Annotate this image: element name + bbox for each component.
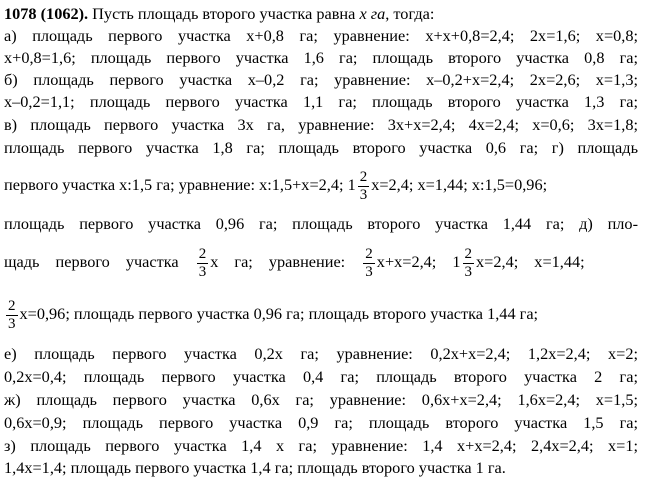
solution-d-text-after: x=0,96; площадь первого участка 0,96 га; площадь второго участка 1,44 га;	[19, 304, 539, 323]
solution-zh-line-2: 0,6x=0,9; площадь первого участка 0,9 га; площадь второго участка 1,5 га;	[4, 413, 638, 432]
fraction-numerator: 2	[464, 245, 473, 262]
fraction-numerator: 2	[359, 168, 368, 185]
solution-d-line-2	[4, 289, 638, 339]
fraction-denominator: 3	[365, 263, 373, 280]
heading-tail: , тогда:	[385, 4, 435, 23]
fraction-numerator: 2	[8, 297, 16, 314]
fraction-numerator: 2	[365, 245, 373, 262]
solution-g-line-1	[4, 160, 638, 210]
solution-d-text-d: x=2,4; x=1,44;	[476, 252, 585, 271]
fraction-two-thirds	[463, 246, 475, 281]
solution-d-text-c: x+x=2,4; 1	[376, 252, 461, 271]
solution-z-line-2: 1,4x=1,4; площадь первого участка 1,4 га; площадь второго участка 1 га.	[4, 458, 506, 477]
solution-v-line-1: в) площадь первого участка 3x га, уравнение: 3x+x=2,4; 4x=2,4; x=0,6; 3x=1,8;	[4, 115, 638, 134]
solution-zh-line-1: ж) площадь первого участка 0,6x га; уравнение: 0,6x+x=2,4; 1,6x=2,4; x=1,5;	[4, 390, 638, 409]
fraction-two-thirds	[6, 298, 18, 333]
solution-g-line-2: площадь первого участка 0,96 га; площадь второго участка 1,44 га; д) пло-	[4, 214, 638, 233]
solution-d-text-b: x га; уравнение:	[210, 252, 346, 271]
solution-g-text-before: первого участка x:1,5 га; уравнение: x:1,5+x=2,4; 1	[4, 175, 356, 194]
solution-d-text-a: щадь первого участка	[4, 252, 179, 271]
solution-e-line-2: 0,2x=0,4; площадь первого участка 0,4 га; площадь второго участка 2 га;	[4, 367, 638, 386]
solution-z-line-1: з) площадь первого участка 1,4 x га; уравнение: 1,4 x+x=2,4; 2,4x=2,4; x=1;	[4, 436, 638, 455]
fraction-two-thirds	[363, 246, 375, 281]
solution-a-line-2: x+0,8=1,6; площадь первого участка 1,6 га; площадь второго участка 0,8 га;	[4, 48, 638, 67]
fraction-denominator: 3	[8, 315, 16, 332]
problem-heading-line	[4, 3, 638, 25]
fraction-denominator: 3	[464, 263, 473, 280]
fraction-denominator: 3	[198, 263, 207, 280]
solution-b-line-1: б) площадь первого участка x–0,2 га; уравнение: x–0,2+x=2,4; 2x=2,6; x=1,3;	[4, 70, 638, 89]
solution-b-line-2: x–0,2=1,1; площадь первого участка 1,1 га; площадь второго участка 1,3 га;	[4, 92, 638, 111]
fraction-two-thirds	[358, 169, 370, 204]
problem-number: 1078 (1062).	[4, 4, 89, 23]
fraction-numerator: 2	[198, 245, 207, 262]
fraction-denominator: 3	[359, 186, 368, 203]
heading-unit: га	[370, 4, 386, 23]
solution-g-text-after: x=2,4; x=1,44; x:1,5=0,96;	[371, 175, 548, 194]
solution-a-line-1: а) площадь первого участка x+0,8 га; уравнение: x+x+0,8=2,4; 2x=1,6; x=0,8;	[4, 26, 638, 45]
solution-e-line-1: е) площадь первого участка 0,2x га; уравнение: 0,2x+x=2,4; 1,2x=2,4; x=2;	[4, 344, 638, 363]
heading-text: Пусть площадь второго участка равна	[88, 4, 360, 23]
solution-d-line-1	[4, 237, 638, 287]
solution-v-line-2: площадь первого участка 1,8 га; площадь второго участка 0,6 га; г) площадь	[4, 138, 638, 157]
fraction-two-thirds	[197, 246, 209, 281]
heading-variable: x	[359, 4, 367, 23]
